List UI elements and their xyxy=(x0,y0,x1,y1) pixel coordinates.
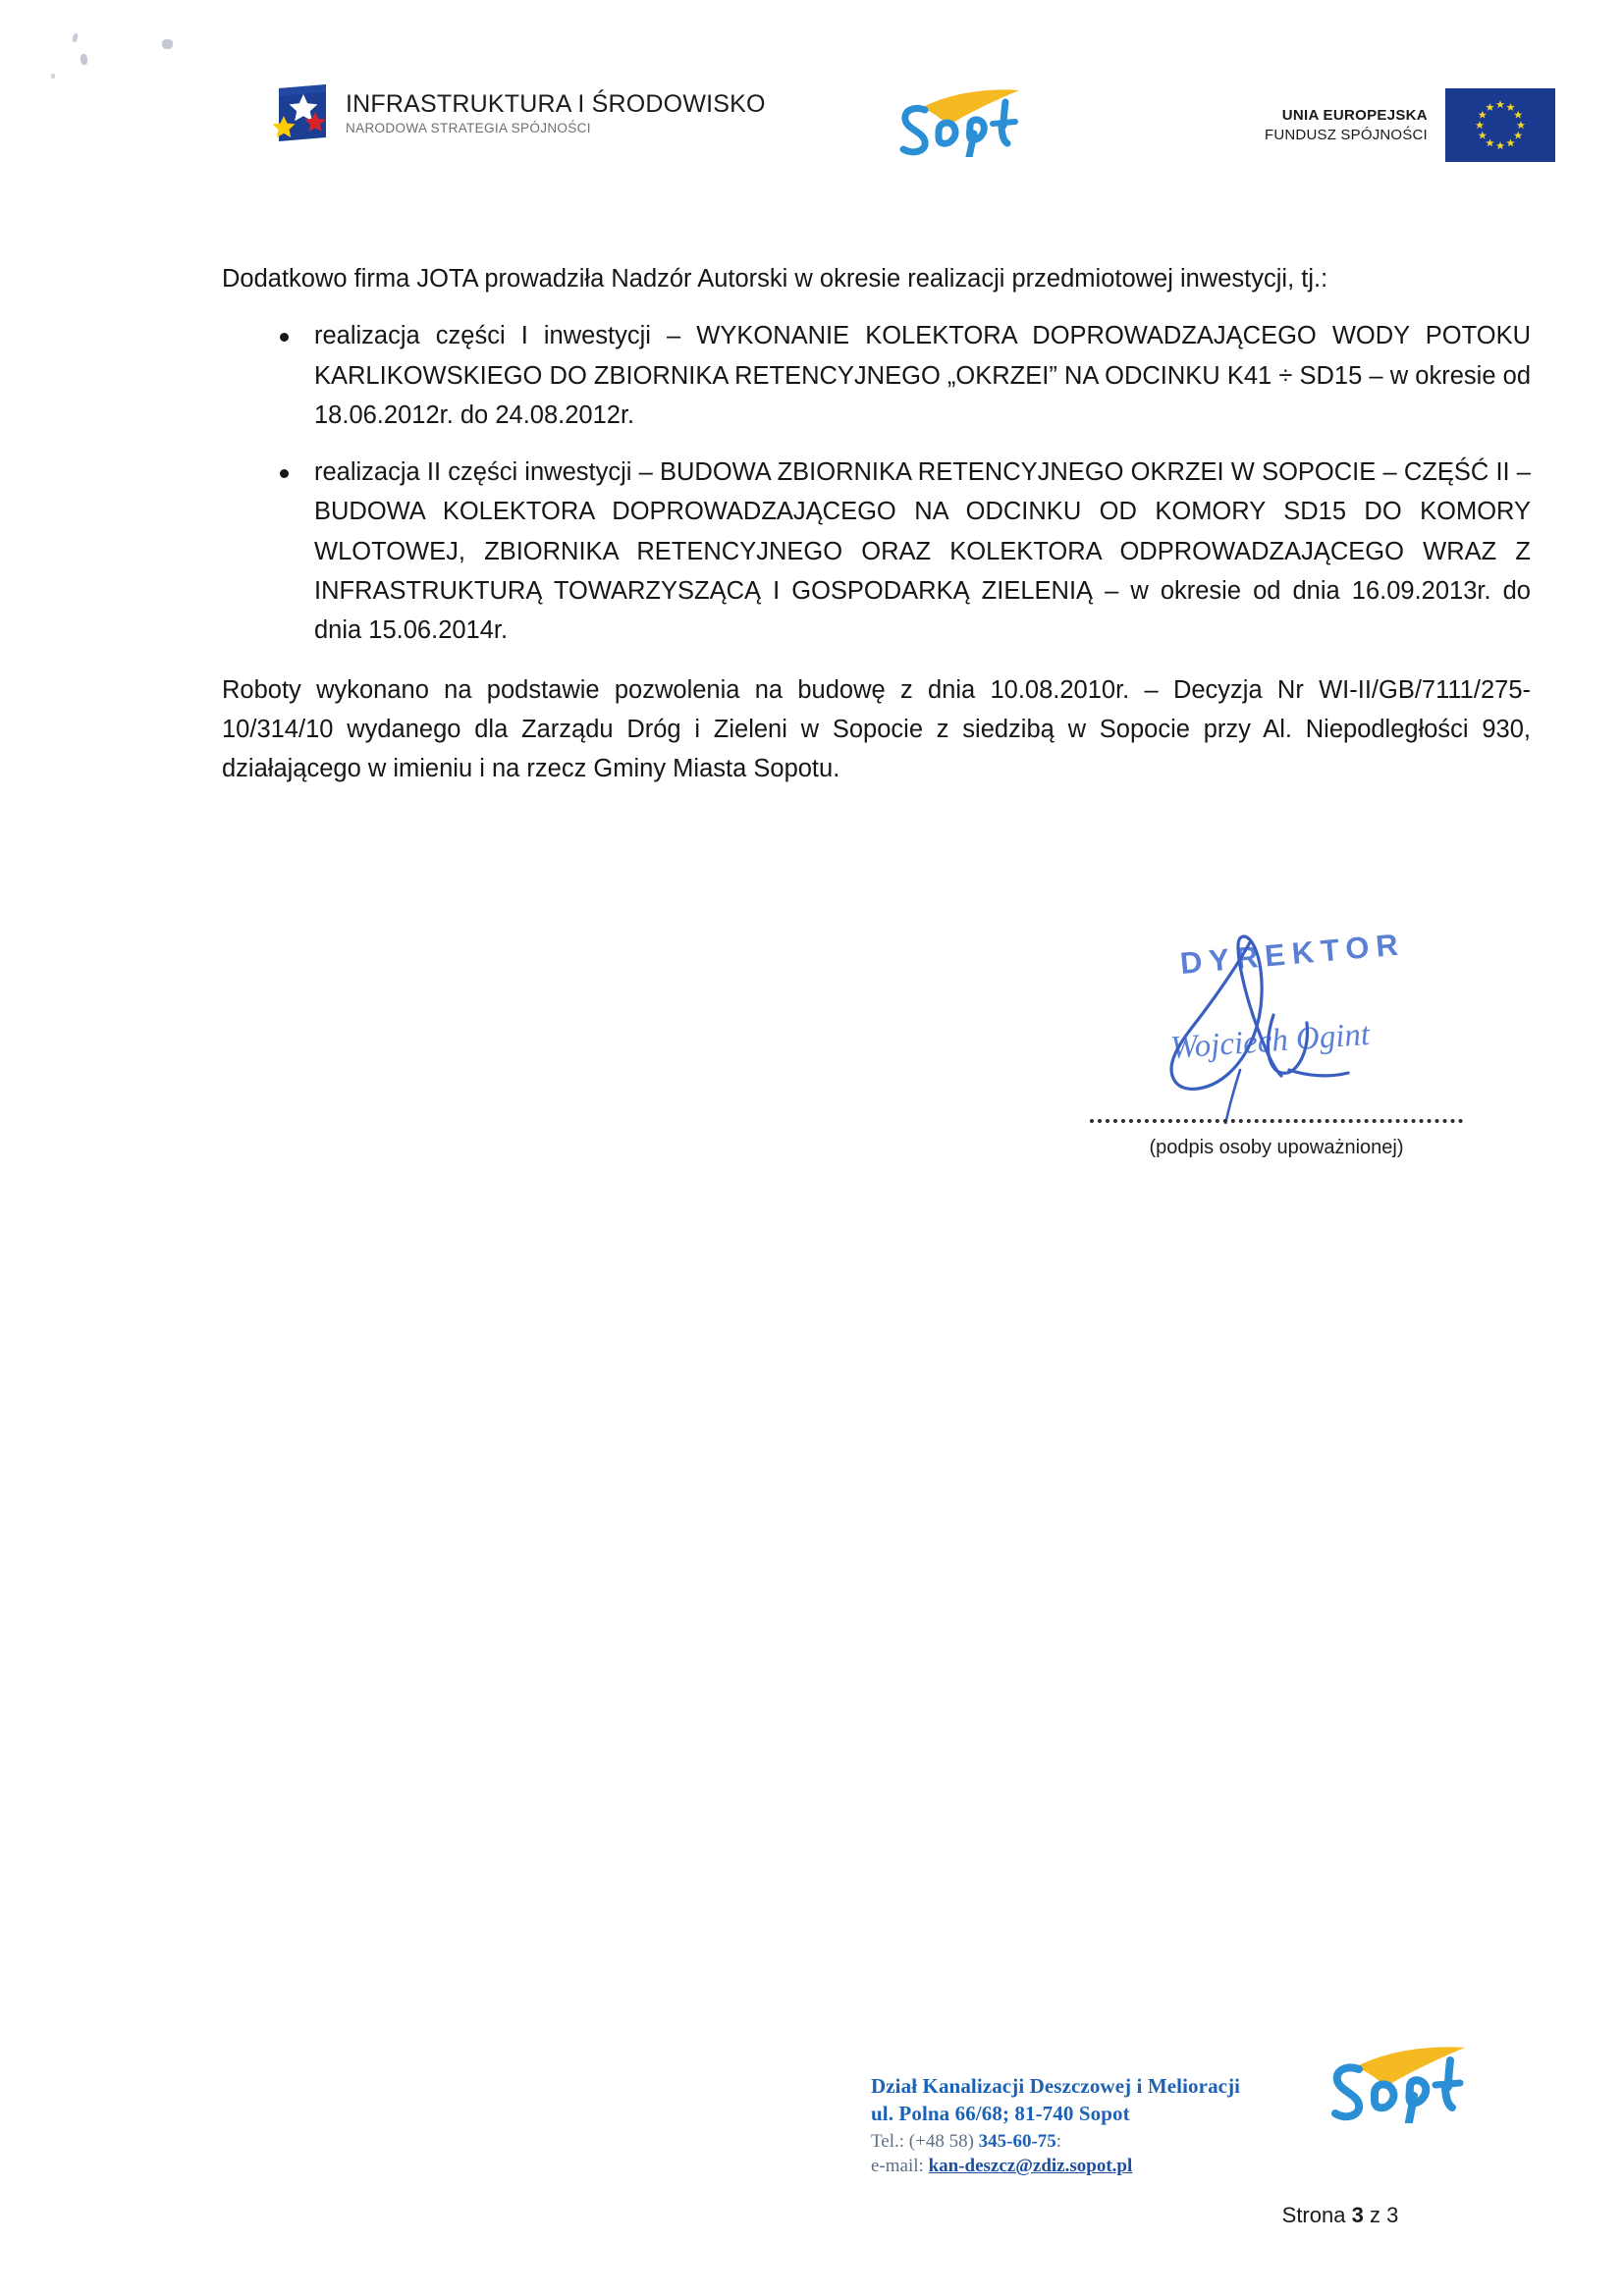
page-separator: z xyxy=(1369,2203,1380,2227)
footer-phone-trailing: : xyxy=(1055,2130,1062,2152)
footer-email-label: e-mail: xyxy=(871,2156,924,2177)
footer-phone-label: Tel.: (+48 58) xyxy=(871,2130,974,2152)
signature-block xyxy=(1065,913,1488,1198)
page-number xyxy=(1178,2203,1502,2228)
document-header xyxy=(0,75,1623,169)
eu-line2: FUNDUSZ SPÓJNOŚCI xyxy=(1265,126,1428,143)
footer-phone-number: 345-60-75 xyxy=(978,2130,1056,2152)
stamp-title-text: DYREKTOR xyxy=(1178,927,1407,981)
page-total: 3 xyxy=(1386,2203,1399,2227)
signature-dotted-line xyxy=(1090,1119,1463,1127)
footer-email-link[interactable]: kan-deszcz@zdiz.sopot.pl xyxy=(928,2156,1133,2177)
list-item: realizacja II części inwestycji – BUDOWA ZBIORNIKA RETENCYJNEGO OKRZEI W SOPOCIE – CZĘŚĆ II – BUDOWA KOLEKTORA DOPROWADZAJĄCEGO NA ODCINKU OD KOMORY SD15 DO KOMORY WLOTOWEJ, ZBIORNIKA RETENCYJNEGO ORAZ KOLEKTORA ODPROWADZAJĄCEGO WRAZ Z INFRASTRUKTURĄ TOWARZYSZĄCĄ I GOSPODARKĄ ZIELENIĄ – w okresie od dnia 16.09.2013r. do dnia 15.06.2014r. xyxy=(222,453,1531,650)
closing-paragraph: Roboty wykonano na podstawie pozwolenia na budowę z dnia 10.08.2010r. – Decyzja Nr WI-II/GB/7111/275-10/314/10 wydanego dla Zarządu Dróg i Zieleni w Sopocie z siedzibą w Sopocie przy Al. Niepodległości 930, działającego w imieniu i na rzecz Gminy Miasta Sopotu. xyxy=(222,675,1531,783)
list-item: realizacja części I inwestycji – WYKONANIE KOLEKTORA DOPROWADZAJĄCEGO WODY POTOKU KARLIKOWSKIEGO DO ZBIORNIKA RETENCYJNEGO „OKRZEI” NA ODCINKU K41 ÷ SD15 – w okresie od 18.06.2012r. do 24.08.2012r. xyxy=(222,316,1531,435)
eu-line1: UNIA EUROPEJSKA xyxy=(1281,107,1428,125)
nss-logo-block xyxy=(271,82,766,143)
page-label: Strona xyxy=(1281,2203,1346,2227)
sopot-sail-logo-icon xyxy=(893,75,1041,157)
nss-title: INFRASTRUKTURA I ŚRODOWISKO xyxy=(346,90,766,119)
scan-artifact xyxy=(72,32,79,42)
footer-department: Dział Kanalizacji Deszczowej i Melioracji xyxy=(871,2074,1241,2098)
nss-stars-logo-icon xyxy=(271,82,332,143)
page-current: 3 xyxy=(1351,2203,1364,2227)
footer-phone xyxy=(871,2129,1240,2154)
intro-paragraph: Dodatkowo firma JOTA prowadziła Nadzór Autorski w okresie realizacji przedmiotowej inwestycji, tj.: xyxy=(222,265,1328,293)
stamp-name-text: Wojciech Ogint xyxy=(1169,1016,1372,1066)
signature-caption: (podpis osoby upoważnionej) xyxy=(1149,1137,1404,1158)
eu-logo-block xyxy=(1265,88,1555,162)
footer-contact-block xyxy=(871,2073,1240,2178)
footer-email-row xyxy=(871,2154,1240,2178)
director-stamp-and-signature xyxy=(1065,913,1488,1124)
nss-subtitle: NARODOWA STRATEGIA SPÓJNOŚCI xyxy=(346,121,591,136)
sopot-sail-logo-icon-footer xyxy=(1324,2030,1490,2123)
scan-artifact xyxy=(80,54,88,66)
investment-stages-list xyxy=(222,316,1531,650)
document-body xyxy=(222,259,1531,788)
scan-artifact xyxy=(162,39,173,49)
footer-address: ul. Polna 66/68; 81-740 Sopot xyxy=(871,2101,1130,2125)
eu-flag-icon xyxy=(1445,88,1555,162)
